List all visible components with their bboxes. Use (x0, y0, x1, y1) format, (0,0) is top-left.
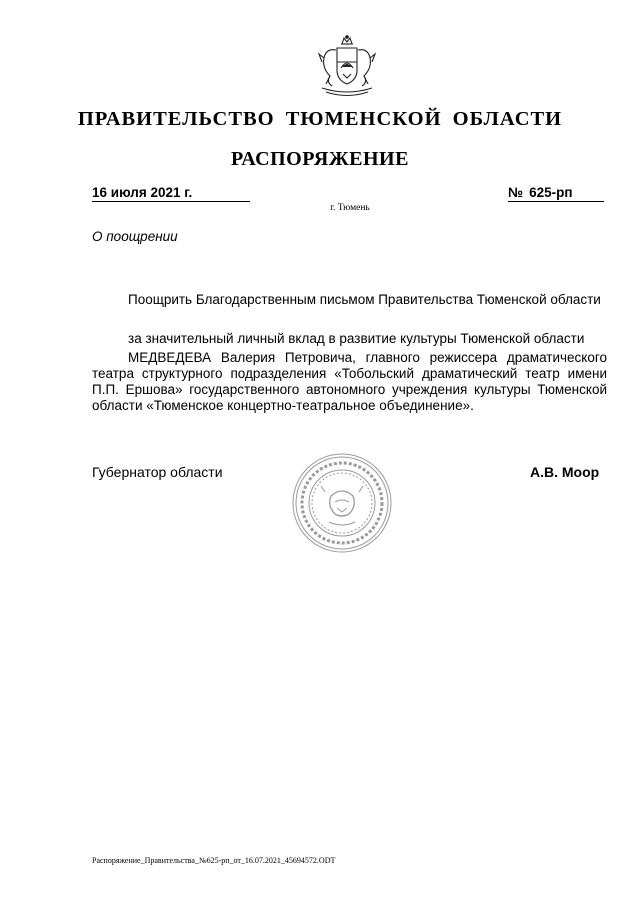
official-seal-icon (291, 452, 393, 554)
signatory-position: Губернатор области (92, 464, 223, 480)
document-subject: О поощрении (92, 229, 178, 244)
org-title: ПРАВИТЕЛЬСТВО ТЮМЕНСКОЙ ОБЛАСТИ (77, 108, 563, 130)
document-type: РАСПОРЯЖЕНИЕ (231, 148, 409, 170)
number-value: 625-рп (529, 185, 573, 200)
city: г. Тюмень (330, 203, 370, 213)
body-paragraph-3: МЕДВЕДЕВА Валерия Петровича, главного режиссера драматического театра структурного подразделения «Тобольский драматический театр имени П.П. Ершова» государственного автономного учреждения культуры Тюменской области «Тюменское концертно-театральное объединение». (92, 350, 607, 413)
body-paragraph-1: Поощрить Благодарственным письмом Правительства Тюменской области (128, 292, 601, 307)
document-number (508, 185, 604, 202)
footer-filename: Распоряжение_Правительства_№625-рп_от_16.07.2021_45694572.ODT (92, 856, 336, 865)
signatory-name: А.В. Моор (530, 464, 600, 480)
body-paragraph-2: за значительный личный вклад в развитие культуры Тюменской области (128, 331, 585, 346)
number-sign: № (508, 185, 524, 200)
document-date (92, 185, 250, 202)
coat-of-arms-icon (312, 34, 382, 98)
date-value: 16 июля 2021 г. (92, 185, 193, 200)
